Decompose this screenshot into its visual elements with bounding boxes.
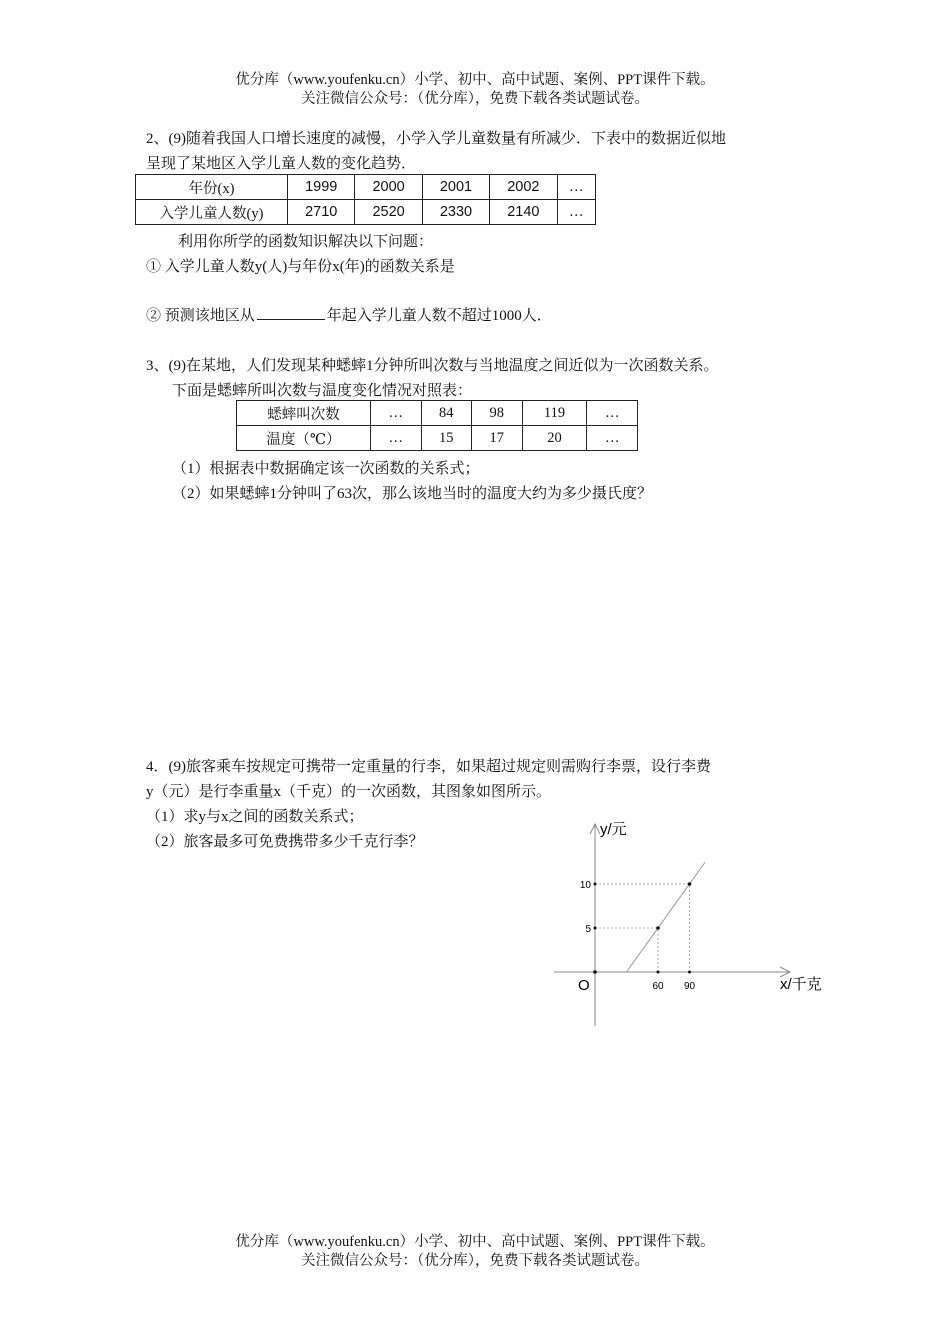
q3-table	[236, 400, 638, 451]
q2-table-cell: 1999	[288, 175, 355, 200]
q4-sub-1: （1）求y与x之间的函数关系式；	[146, 809, 364, 825]
origin-label: O	[578, 977, 590, 994]
q4-graph	[540, 810, 840, 1035]
q2-table-cell: 2002	[490, 175, 557, 200]
q4-line-1: 4．(9)旅客乘车按规定可携带一定重量的行李，如果超过规定则需购行李票，设行李费	[146, 759, 711, 775]
q3-line-2: 下面是蟋蟀所叫次数与温度变化情况对照表：	[172, 383, 473, 399]
q2-table-cell: 2001	[422, 175, 489, 200]
q2-table-cell: 年份(x)	[136, 175, 288, 200]
q2-sub-2-before: ② 预测该地区从	[146, 308, 255, 324]
q2-table-cell: …	[557, 175, 595, 200]
table-row	[237, 426, 638, 451]
header-line-2: 关注微信公众号：（优分库），免费下载各类试题试卷。	[301, 91, 649, 107]
footer-line-1: 优分库（www.youfenku.cn）小学、初中、高中试题、案例、PPT课件下载。	[235, 1234, 715, 1250]
q2-sub-2	[146, 304, 552, 325]
x-tick-label: 90	[683, 981, 696, 992]
q2-line-2: 呈现了某地区入学儿童人数的变化趋势．	[146, 156, 417, 172]
q3-table-cell: 17	[472, 426, 523, 451]
q2-intro: 利用你所学的函数知识解决以下问题：	[178, 234, 434, 250]
q3-table-cell: 84	[421, 401, 472, 426]
x-tick-dot	[688, 971, 691, 974]
q3-sub-1: （1）根据表中数据确定该一次函数的关系式；	[172, 461, 480, 477]
data-point	[688, 882, 692, 886]
q3-table-cell: …	[371, 426, 422, 451]
q3-line-1: 3、(9)在某地，人们发现某种蟋蟀1分钟所叫次数与当地温度之间近似为一次函数关系。	[146, 358, 719, 374]
q3-table-cell: 温度（℃）	[237, 426, 371, 451]
x-tick-label: 60	[652, 981, 664, 992]
q2-table-cell: 2520	[355, 200, 422, 225]
q2-table-cell: 2140	[490, 200, 557, 225]
y-tick-dot	[594, 927, 597, 930]
origin-point	[593, 970, 597, 974]
x-tick-dot	[657, 971, 660, 974]
q2-table-cell: 2000	[355, 175, 422, 200]
footer-line-2: 关注微信公众号：（优分库），免费下载各类试题试卷。	[301, 1253, 649, 1269]
q3-table-cell: …	[587, 401, 638, 426]
q2-line-1: 2、(9)随着我国人口增长速度的减慢，小学入学儿童数量有所减少．下表中的数据近似地	[146, 131, 726, 147]
q2-table-cell: 入学儿童人数(y)	[136, 200, 288, 225]
q3-table-cell: 119	[522, 401, 587, 426]
q3-table-cell: …	[587, 426, 638, 451]
q3-table-cell: 蟋蟀叫次数	[237, 401, 371, 426]
q4-line-2: y（元）是行李重量x（千克）的一次函数，其图象如图所示。	[146, 784, 552, 800]
answer-blank[interactable]	[257, 305, 325, 320]
table-row	[136, 175, 596, 200]
q2-table	[135, 174, 596, 225]
x-axis-label: x/千克	[780, 976, 822, 993]
table-row	[237, 401, 638, 426]
y-tick-label: 10	[579, 880, 591, 891]
y-tick-dot	[594, 883, 597, 886]
function-line	[627, 862, 706, 972]
q3-sub-2: （2）如果蟋蟀1分钟叫了63次，那么该地当时的温度大约为多少摄氏度？	[172, 486, 653, 502]
header-line-1: 优分库（www.youfenku.cn）小学、初中、高中试题、案例、PPT课件下载。	[235, 72, 715, 88]
q3-table-cell: 20	[522, 426, 587, 451]
q4-sub-2: （2）旅客最多可免费携带多少千克行李？	[146, 834, 424, 850]
q2-table-cell: …	[557, 200, 595, 225]
q2-sub-1: ① 入学儿童人数y(人)与年份x(年)的函数关系是	[146, 259, 455, 275]
q2-table-cell: 2330	[422, 200, 489, 225]
y-tick-label: 5	[585, 924, 591, 935]
q2-table-cell: 2710	[288, 200, 355, 225]
y-axis-label: y/元	[600, 821, 627, 838]
table-row	[136, 200, 596, 225]
q3-table-cell: 15	[421, 426, 472, 451]
q2-sub-2-after: 年起入学儿童人数不超过1000人．	[326, 308, 552, 324]
q3-table-cell: 98	[472, 401, 523, 426]
q3-table-cell: …	[371, 401, 422, 426]
data-point	[656, 926, 660, 930]
